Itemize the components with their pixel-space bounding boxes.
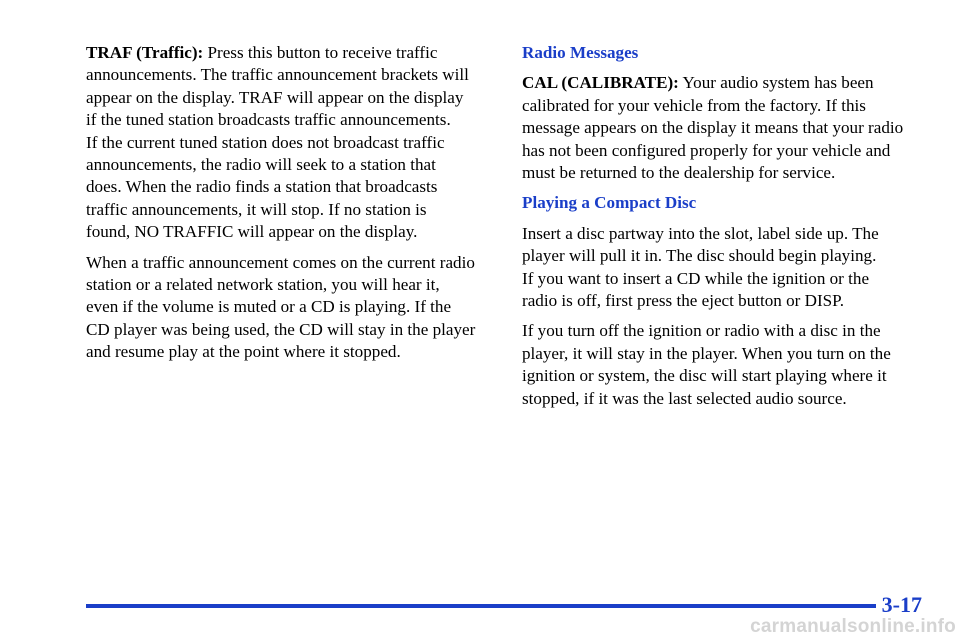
turn-off-line-3: stopped, if it was the last selected audio source. — [522, 388, 847, 408]
turn-off-line-0: If you turn off the ignition or radio with a disc in the — [522, 321, 881, 341]
traf-term: TRAF (Traffic): — [86, 43, 204, 62]
insert-line-0: Insert a disc partway into the slot, label side up. The — [522, 223, 879, 243]
playing-cd-heading: Playing a Compact Disc — [522, 193, 697, 213]
insert-line-1: player will pull it in. The disc should begin playing. — [522, 246, 877, 266]
cal-paragraph — [522, 72, 922, 184]
watermark: carmanualsonline.info — [750, 616, 956, 637]
traf-line-6: does. When the radio finds a station that broadcasts — [86, 177, 438, 197]
cal-line-1: calibrated for your vehicle from the factory. If this — [522, 95, 866, 115]
announcement-line-3: CD player was being used, the CD will stay in the player — [86, 319, 476, 339]
turn-off-line-2: ignition or system, the disc will start playing where it — [522, 366, 887, 386]
traf-line-7: traffic announcements, it will stop. If no station is — [86, 199, 427, 219]
traf-line-4: If the current tuned station does not broadcast traffic — [86, 132, 445, 152]
turn-off-line-1: player, it will stay in the player. When you turn on the — [522, 343, 891, 363]
traf-line-2: appear on the display. TRAF will appear on the display — [86, 87, 464, 107]
traf-paragraph — [86, 42, 494, 244]
announcement-line-0: When a traffic announcement comes on the current radio — [86, 252, 475, 272]
insert-paragraph — [522, 223, 922, 313]
right-column — [522, 42, 922, 418]
traf-line-3: if the tuned station broadcasts traffic announcements. — [86, 110, 451, 130]
turn-off-paragraph — [522, 320, 922, 410]
traf-line-0: Press this button to receive traffic — [203, 43, 438, 62]
footer-rule — [86, 604, 876, 608]
insert-line-2: If you want to insert a CD while the ignition or the — [522, 268, 870, 288]
cal-term: CAL (CALIBRATE): — [522, 73, 679, 93]
cal-line-4: must be returned to the dealership for service. — [522, 163, 836, 183]
traf-line-1: announcements. The traffic announcement brackets will — [86, 65, 469, 85]
traf-line-8: found, NO TRAFFIC will appear on the display. — [86, 222, 418, 242]
announcement-line-1: station or a related network station, you will hear it, — [86, 275, 440, 295]
cal-line-0: Your audio system has been — [678, 73, 874, 93]
announcement-line-2: even if the volume is muted or a CD is playing. If the — [86, 297, 452, 317]
radio-messages-heading: Radio Messages — [522, 43, 639, 62]
cal-line-2: message appears on the display it means that your radio — [522, 118, 904, 138]
left-column — [86, 42, 494, 372]
insert-line-3: radio is off, first press the eject button or DISP. — [522, 291, 845, 311]
cal-line-3: has not been configured properly for your vehicle and — [522, 140, 891, 160]
announcement-line-4: and resume play at the point where it stopped. — [86, 342, 401, 362]
page-number: 3-17 — [881, 592, 922, 617]
text-line — [86, 42, 494, 64]
text-line — [522, 72, 922, 94]
traf-line-5: announcements, the radio will seek to a station that — [86, 155, 436, 175]
announcement-paragraph — [86, 252, 494, 364]
